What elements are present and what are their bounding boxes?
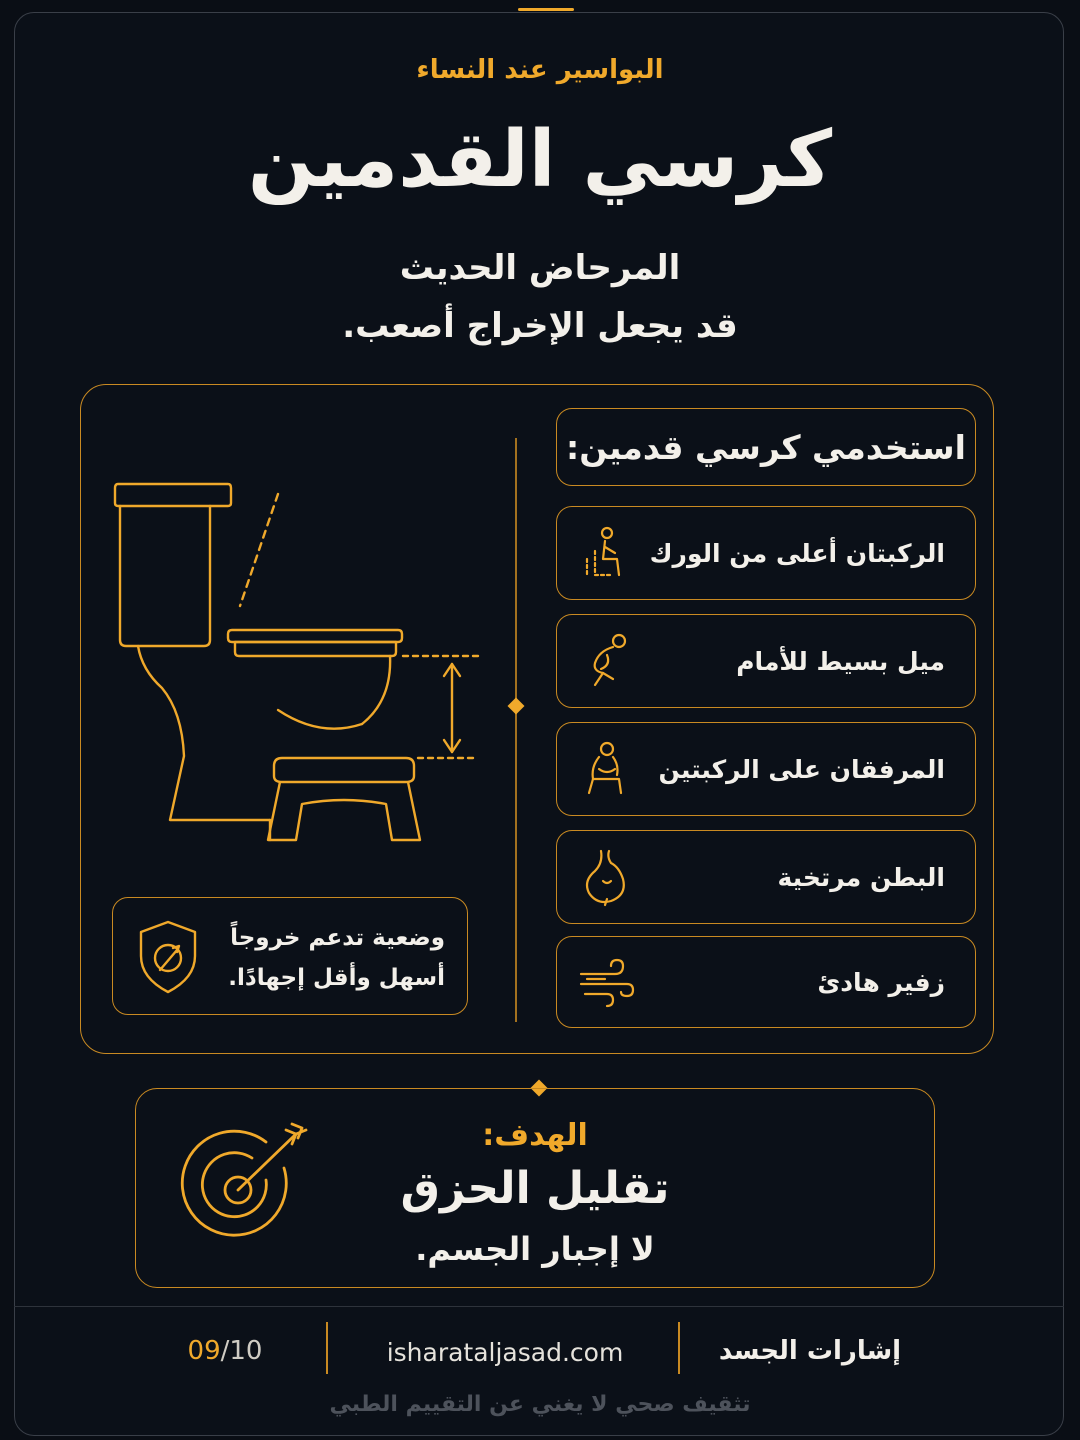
shield-check-icon <box>135 918 201 996</box>
posture-note-box <box>112 897 468 1015</box>
lean-forward-icon <box>577 631 637 691</box>
footer-url-link[interactable]: isharataljasad.com <box>386 1338 624 1367</box>
disclaimer-text: تثقيف صحي لا يغني عن التقييم الطبي <box>329 1392 751 1417</box>
page-current: 09 <box>187 1336 221 1366</box>
subtitle-line-1: المرحاض الحديث <box>399 248 681 288</box>
subtitle-line-2: قد يجعل الإخراج أصعب. <box>342 306 738 346</box>
footer-brand: إشارات الجسد <box>718 1336 902 1366</box>
page-title: كرسي القدمين <box>247 115 833 205</box>
tip-item-knees <box>556 506 976 600</box>
tip-item-exhale <box>556 936 976 1028</box>
footer-separator <box>678 1322 680 1374</box>
note-line-1: وضعية تدعم خروجاً <box>230 925 445 951</box>
goal-label: الهدف: <box>482 1118 588 1153</box>
top-accent-bar <box>518 8 574 11</box>
tip-item-lean <box>556 614 976 708</box>
kicker-text: البواسير عند النساء <box>416 55 664 85</box>
seated-knees-up-icon <box>577 523 637 583</box>
tip-label: المرفقان على الركبتين <box>658 754 945 784</box>
breath-wind-icon <box>577 952 637 1012</box>
relaxed-belly-icon <box>577 847 637 907</box>
note-line-2: أسهل وأقل إجهادًا. <box>228 965 445 992</box>
elbows-on-knees-icon <box>577 739 637 799</box>
tips-heading-box <box>556 408 976 486</box>
toilet-footstool-illustration <box>100 470 500 850</box>
panel-divider <box>515 438 517 1022</box>
tips-heading: استخدمي كرسي قدمين: <box>566 427 966 467</box>
page-indicator <box>160 1336 290 1366</box>
goal-main-text: تقليل الحزق <box>400 1163 670 1214</box>
tip-item-elbows <box>556 722 976 816</box>
footer-divider <box>14 1306 1064 1307</box>
tip-label: البطن مرتخية <box>777 862 945 892</box>
footer-separator <box>326 1322 328 1374</box>
tip-label: الركبتان أعلى من الورك <box>649 538 945 568</box>
goal-sub-text: لا إجبار الجسم. <box>415 1230 655 1268</box>
tip-label: زفير هادئ <box>817 967 945 997</box>
tip-item-belly <box>556 830 976 924</box>
tip-label: ميل بسيط للأمام <box>736 646 945 676</box>
page-total: /10 <box>220 1336 263 1366</box>
